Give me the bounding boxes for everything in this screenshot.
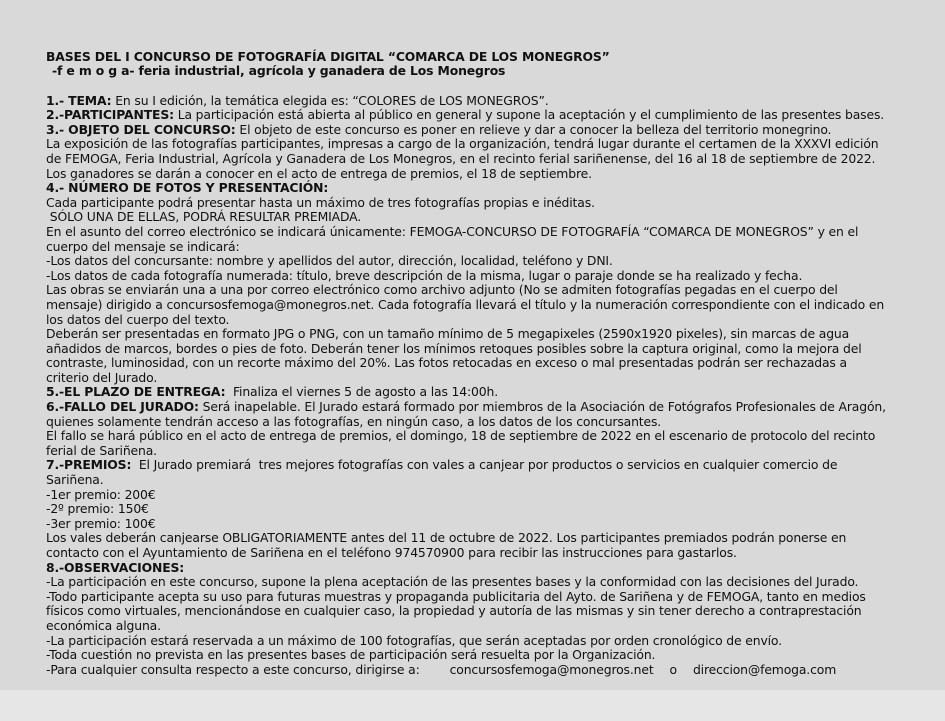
text-line: En el asunto del correo electrónico se indicará únicamente: FEMOGA-CONCURSO DE FOTOGRAFÍA “COMARCA DE MONEGROS” y en el xyxy=(46,223,859,239)
section-heading: 5.-EL PLAZO DE ENTREGA: xyxy=(46,384,226,400)
section-heading: 7.-PREMIOS: xyxy=(46,457,132,473)
text-line: Los ganadores se darán a conocer en el acto de entrega de premios, el 18 de septiembre. xyxy=(46,165,592,181)
section-heading-numero: 4.- NÚMERO DE FOTOS Y PRESENTACIÓN: xyxy=(46,180,329,196)
text-line: añadidos de marcos, bordes o pies de foto. Deberán tener los mínimos retoques posibles sobre la captura original, como la mejora del xyxy=(46,340,862,356)
section-plazo xyxy=(46,385,918,400)
prize-item: -1er premio: 200€ xyxy=(46,486,156,502)
section-heading: 3.- OBJETO DEL CONCURSO: xyxy=(46,121,236,137)
section-text: Finaliza el viernes 5 de agosto a las 14:00h. xyxy=(225,384,498,400)
section-premios xyxy=(46,458,918,473)
section-heading: 2.-PARTICIPANTES: xyxy=(46,107,174,123)
text-line: contacto con el Ayuntamiento de Sariñena en el teléfono 974570900 para recibir las instrucciones para gastarlos. xyxy=(46,545,737,560)
text-line: -La participación en este concurso, supone la plena aceptación de las presentes bases y la conformidad con las decisiones del Jurado. xyxy=(46,574,859,590)
contact-prefix: -Para cualquier consulta respecto a este concurso, dirigirse a: xyxy=(46,661,420,677)
text-line: SÓLO UNA DE ELLAS, PODRÁ RESULTAR PREMIADA. xyxy=(46,209,362,225)
section-tema xyxy=(46,94,918,109)
text-line: Los vales deberán canjearse OBLIGATORIAMENTE antes del 11 de octubre de 2022. Los participantes premiados podrán ponerse en xyxy=(46,530,847,546)
contact-line xyxy=(46,663,918,678)
text-line: mensaje) dirigido a concursosfemoga@monegros.net. Cada fotografía llevará el título y la numeración correspondiente con el indicado en xyxy=(46,296,885,312)
section-heading: 6.-FALLO DEL JURADO: xyxy=(46,399,199,415)
section-heading: 1.- TEMA: xyxy=(46,92,112,108)
section-text: Será inapelable. El Jurado estará formado por miembros de la Asociación de Fotógrafos Profesionales de Aragón, xyxy=(198,399,886,415)
page-bottom-band xyxy=(0,690,945,721)
text-line: económica alguna. xyxy=(46,617,161,633)
text-line: ferial de Sariñena. xyxy=(46,442,157,458)
prize-item: -3er premio: 100€ xyxy=(46,515,156,531)
document-content xyxy=(46,49,918,677)
section-text: El objeto de este concurso es poner en relieve y dar a conocer la belleza del territorio monegrino. xyxy=(235,121,832,137)
section-fallo xyxy=(46,400,918,415)
text-line: -Los datos de cada fotografía numerada: título, breve descripción de la misma, lugar o paraje donde se ha realizado y fecha. xyxy=(46,267,803,283)
text-line: cuerpo del mensaje se indicará: xyxy=(46,238,240,254)
text-line: La exposición de las fotografías participantes, impresas a cargo de la organización, tendrá lugar durante el certamen de la XXXVI edición xyxy=(46,136,879,152)
section-text: La participación está abierta al público en general y supone la aceptación y el cumplimiento de las presentes bases. xyxy=(173,107,885,123)
text-line: Las obras se enviarán una a una por correo electrónico como archivo adjunto (No se admiten fotografías pegadas en el cuerpo del xyxy=(46,282,838,298)
section-participantes xyxy=(46,108,918,123)
contact-email-concursos[interactable]: concursosfemoga@monegros.net xyxy=(449,661,654,677)
section-text: En su I edición, la temática elegida es: “COLORES de LOS MONEGROS”. xyxy=(111,92,549,108)
text-line: los datos del cuerpo del texto. xyxy=(46,311,230,327)
prize-item: -2º premio: 150€ xyxy=(46,501,149,517)
text-line: criterio del Jurado. xyxy=(46,369,158,385)
text-line: Sariñena. xyxy=(46,472,104,488)
text-line: -Todo participante acepta su uso para futuras muestras y propaganda publicitaria del Ayto. de Sariñena y de FEMOGA, tanto en medios xyxy=(46,588,866,604)
section-text: El Jurado premiará tres mejores fotografías con vales a canjear por productos o servicios en cualquier comercio de xyxy=(131,457,838,473)
text-line: -La participación estará reservada a un máximo de 100 fotografías, que serán aceptadas por orden cronológico de envío. xyxy=(46,632,782,648)
text-line: Deberán ser presentadas en formato JPG o PNG, con un tamaño mínimo de 5 megapixeles (2590x1920 pixeles), sin marcas de agua xyxy=(46,326,850,342)
text-line: -Toda cuestión no prevista en las presentes bases de participación será resuelta por la Organización. xyxy=(46,647,656,663)
contact-email-direccion[interactable]: direccion@femoga.com xyxy=(692,661,837,677)
section-objeto xyxy=(46,123,918,138)
text-line: contraste, luminosidad, con un recorte máximo del 20%. Las fotos retocadas en exceso o mal presentadas podrán ser rechazadas a xyxy=(46,355,847,371)
text-line: físicos como virtuales, mencionándose en cualquier caso, la propiedad y autoría de las mismas y sin tener derecho a contraprestación xyxy=(46,603,862,619)
text-line: quienes solamente tendrán acceso a las fotografías, en ningún caso, a los datos de los concursantes. xyxy=(46,413,662,429)
text-line: -Los datos del concursante: nombre y apellidos del autor, dirección, localidad, teléfono y DNI. xyxy=(46,253,613,269)
text-line: de FEMOGA, Feria Industrial, Agrícola y Ganadera de Los Monegros, en el recinto ferial sariñenense, del 16 al 18 de septiembre de 2022. xyxy=(46,150,876,166)
document-subtitle: -f e m o g a- feria industrial, agrícola y ganadera de Los Monegros xyxy=(52,63,506,78)
document-title: BASES DEL I CONCURSO DE FOTOGRAFÍA DIGITAL “COMARCA DE LOS MONEGROS” xyxy=(46,49,610,64)
contact-separator: o xyxy=(669,661,677,677)
text-line: El fallo se hará público en el acto de entrega de premios, el domingo, 18 de septiembre de 2022 en el escenario de protocolo del recinto xyxy=(46,428,876,444)
text-line: Cada participante podrá presentar hasta un máximo de tres fotografías propias e inéditas. xyxy=(46,194,595,210)
section-heading-observaciones: 8.-OBSERVACIONES: xyxy=(46,559,185,575)
